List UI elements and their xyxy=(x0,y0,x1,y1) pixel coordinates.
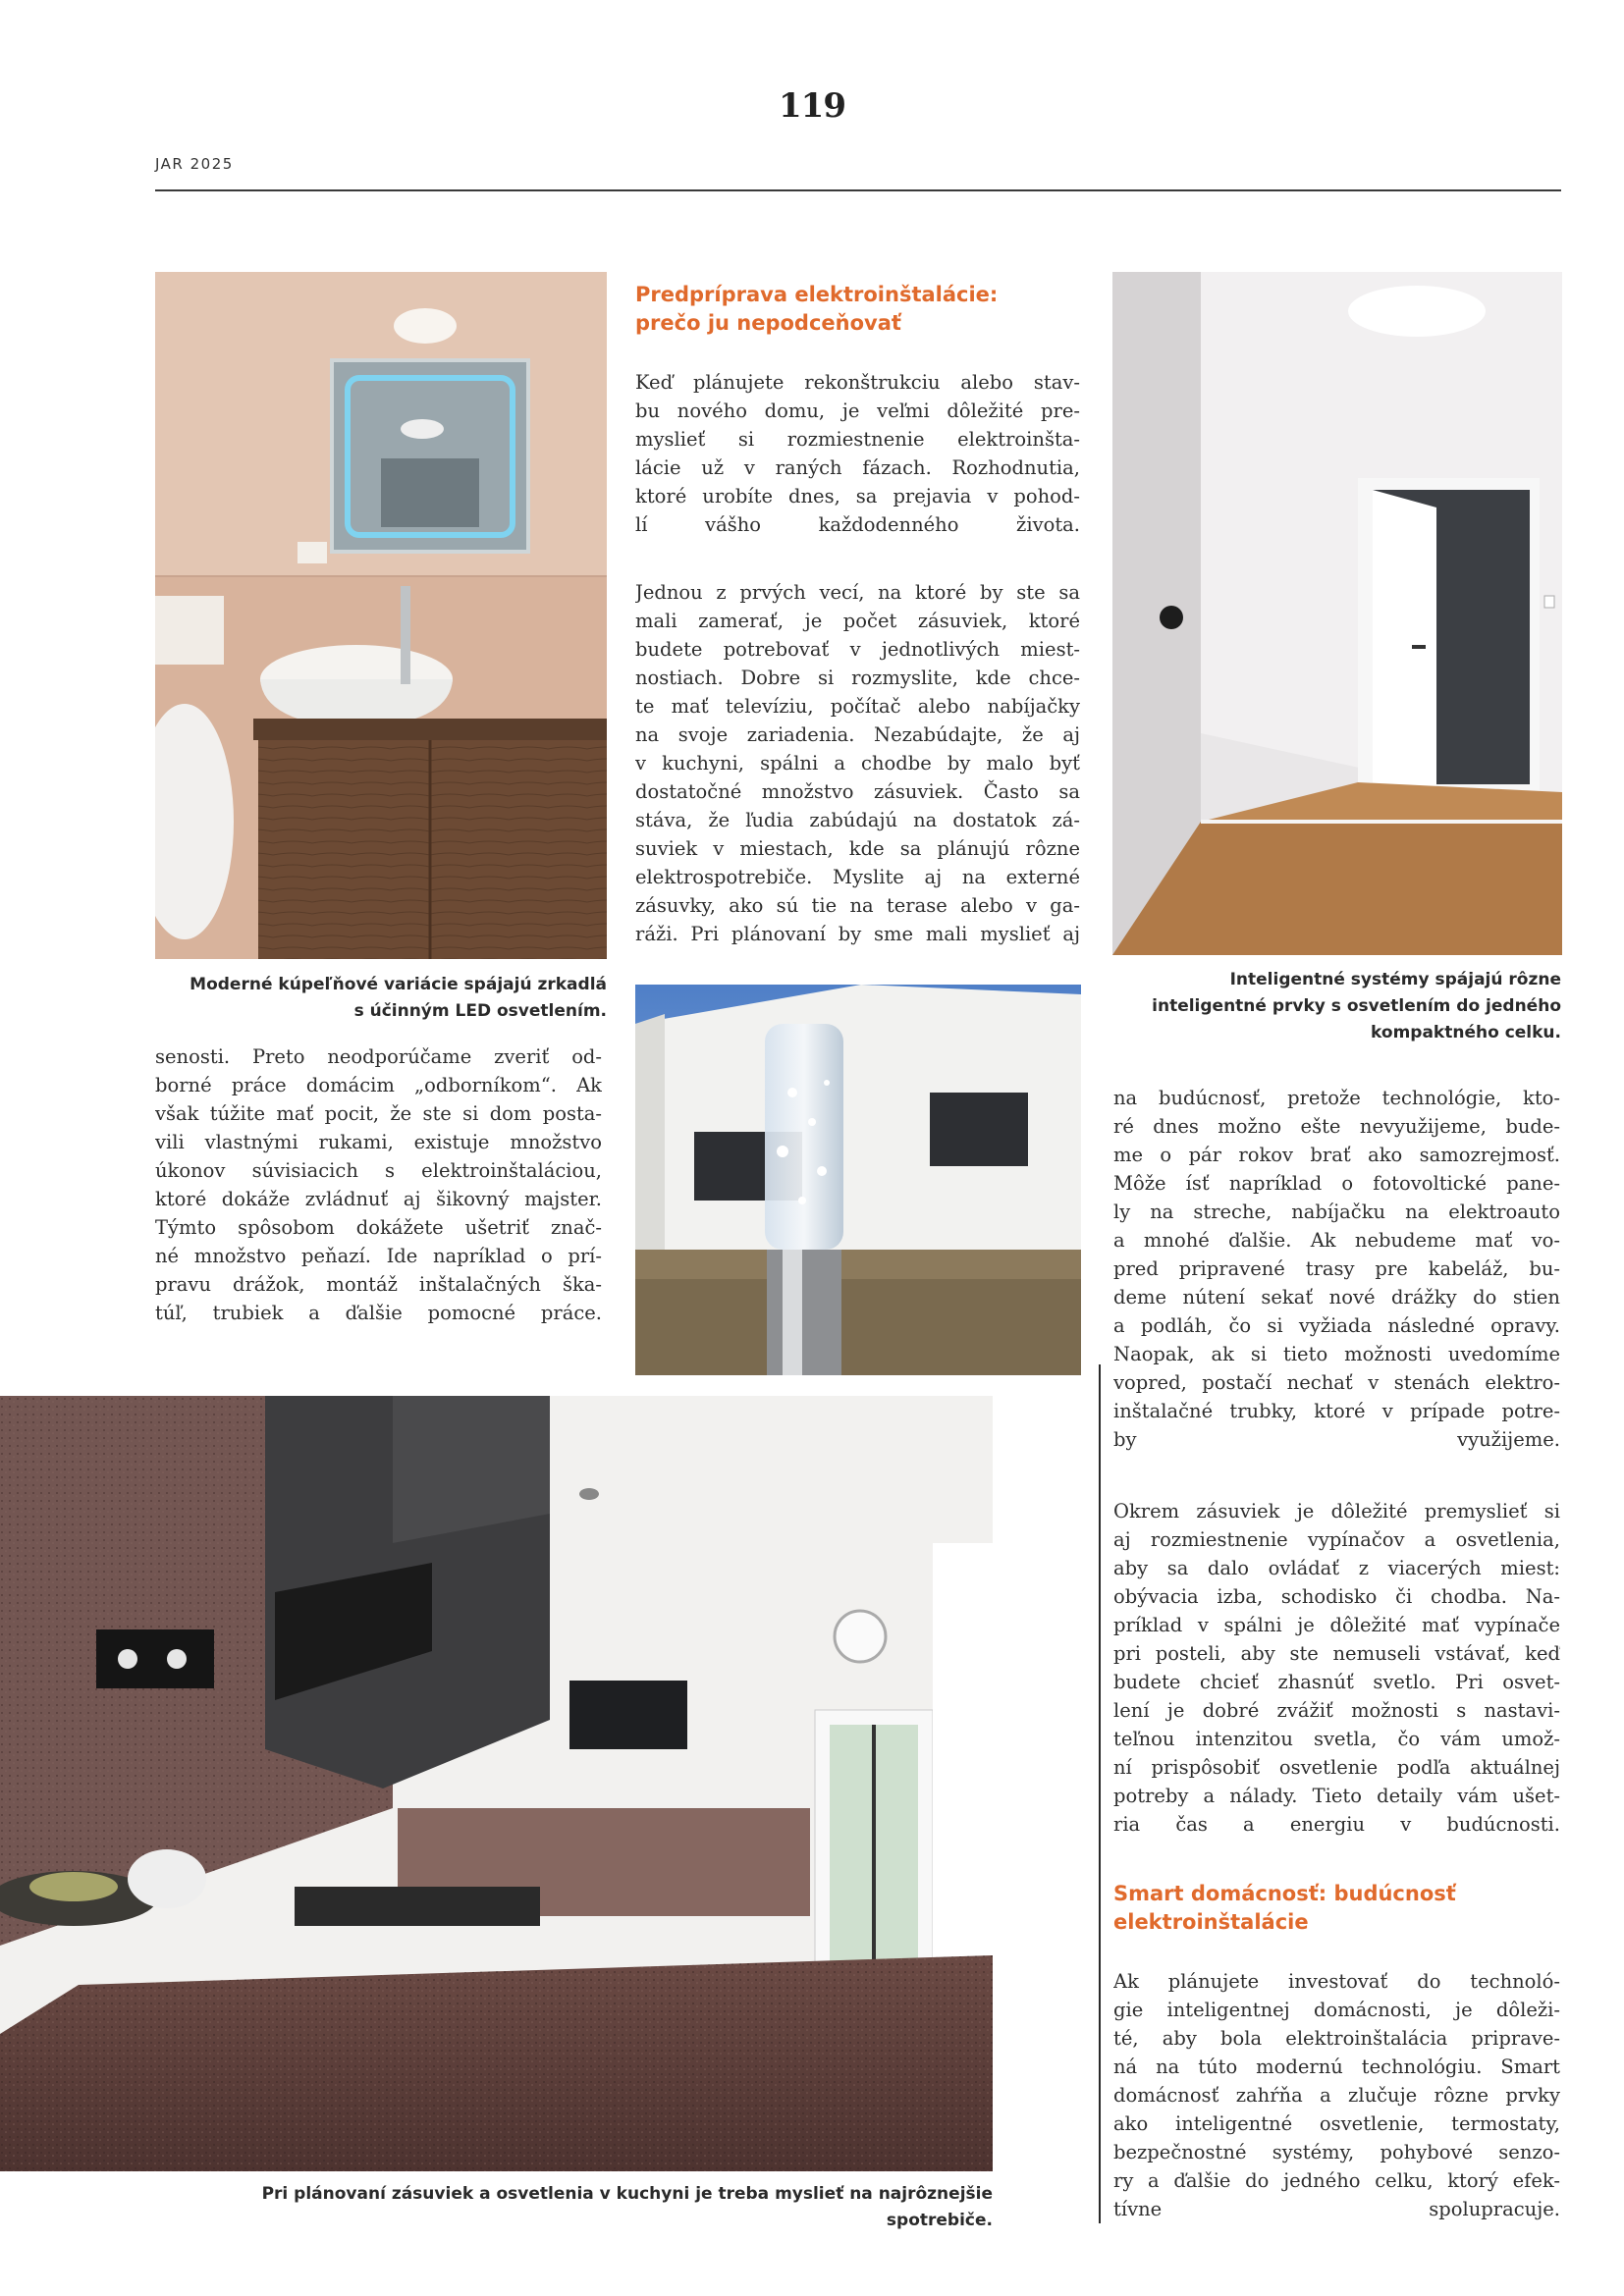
mid-paragraph-2: Jednou z prvých vecí, na ktoré by ste sa mali zamerať, je počet zásuviek, ktoré budete potrebovať v jednotlivých miest- nostiach. Dobre si rozmyslite, kde chce- te mať televíziu, počítač alebo nabíjačky na svoje zariadenia. Nezabúdajte, že aj v kuchyni, spálni a chodbe by malo byť dostatočné množstvo zásuviek. Často sa stáva, že ľudia zabúdajú na dostatok zá- suviek v miestach, kde sa plánujú rôzne elektrospotrebiče. Myslite aj na externé zásuvky, ako sú tie na terase alebo v ga- ráži. Pri plánovaní by sme mali myslieť aj xyxy=(635,581,1080,945)
issue-label: JAR 2025 xyxy=(155,155,234,173)
right-paragraph-1: na budúcnosť, pretože technológie, kto- ré dnes možno ešte nevyužijeme, bude- me o pár rokov brať ako samozrejmosť. Môže ísť napríklad o fotovoltické pane- ly na streche, nabíjačku na elektroauto a mnohé ďalšie. Ak nebudeme mať vo- pred pripravené trasy pre kabeláž, bu- deme nútení sekať nové drážky do stien a podláh, čo si vyžiada následné opravy. Naopak, ak si tieto možnosti uvedomíme vopred, postačí nechať v stenách elektro- inštalačné trubky, ktoré v prípade potre- by využijeme. xyxy=(1113,1087,1560,1451)
bathroom-caption: Moderné kúpeľňové variácie spájajú zrkadlá s účinným LED osvetlením. xyxy=(189,975,607,1021)
section-heading-smart-home: Smart domácnosť: budúcnosť elektroinštalácie xyxy=(1113,1882,1456,1934)
right-paragraph-2: Okrem zásuviek je dôležité premyslieť si aj rozmiestnenie vypínačov a osvetlenia, aby sa dalo ovládať z viacerých miest: obývacia izba, schodisko či chodba. Na- príklad v spálni je dôležité mať vypínače pri posteli, aby ste nemuseli vstávať, keď budete chcieť zhasnúť svetlo. Pri osvet- lení je dobré zvážiť možnosti s nastavi- teľnou intenzitou svetla, čo vám umož- ní prispôsobiť osvetlenie podľa aktuálnej potreby a nálady. Tieto detaily vám ušet- ria čas a energiu v budúcnosti. xyxy=(1113,1500,1560,1836)
kitchen-photo xyxy=(0,1396,993,2171)
page-number: 119 xyxy=(779,86,845,126)
hallway-caption: Inteligentné systémy spájajú rôzne inteligentné prvky s osvetlením do jedného kompaktného celku. xyxy=(1152,970,1561,1042)
hallway-photo xyxy=(1112,272,1562,955)
section-heading-preparation: Predpríprava elektroinštalácie: prečo ju nepodceňovať xyxy=(635,283,999,335)
kitchen-caption: Pri plánovaní zásuviek a osvetlenia v kuchyni je treba myslieť na najrôznejšie spotrebiče. xyxy=(261,2184,993,2230)
bathroom-photo xyxy=(155,272,607,959)
header-rule xyxy=(155,189,1561,191)
mid-paragraph-1: Keď plánujete rekonštrukciu alebo stav- bu nového domu, je veľmi dôležité pre- myslieť si rozmiestnenie elektroinšta- lácie už v raných fázach. Rozhodnutia, ktoré urobíte dnes, sa prejavia v pohod- lí vášho každodenného života. xyxy=(635,371,1080,536)
right-paragraph-3: Ak plánujete investovať do technoló- gie inteligentnej domácnosti, je dôleži- té, aby bola elektroinštalácia priprave- ná na túto modernú technológiu. Smart domácnosť zahŕňa a zlučuje rôzne prvky ako inteligentné osvetlenie, termostaty, bezpečnostné systémy, pohybové senzo- ry a ďalšie do jedného celku, ktorý efek- tívne spolupracuje. xyxy=(1113,1970,1560,2220)
left-paragraph: senosti. Preto neodporúčame zveriť od- borné práce domácim „odborníkom“. Ak však túžite mať pocit, že ste si dom posta- vili vlastnými rukami, existuje množstvo úkonov súvisiacich s elektroinštaláciou, ktoré dokáže zvládnuť aj šikovný majster. Týmto spôsobom dokážete ušetriť znač- né množstvo peňazí. Ide napríklad o prí- pravu drážok, montáž inštalačných ška- túľ, trubiek a ďalšie pomocné práce. xyxy=(155,1045,602,1324)
glass-lamp-photo xyxy=(635,985,1081,1375)
column-divider xyxy=(1099,1364,1101,2223)
